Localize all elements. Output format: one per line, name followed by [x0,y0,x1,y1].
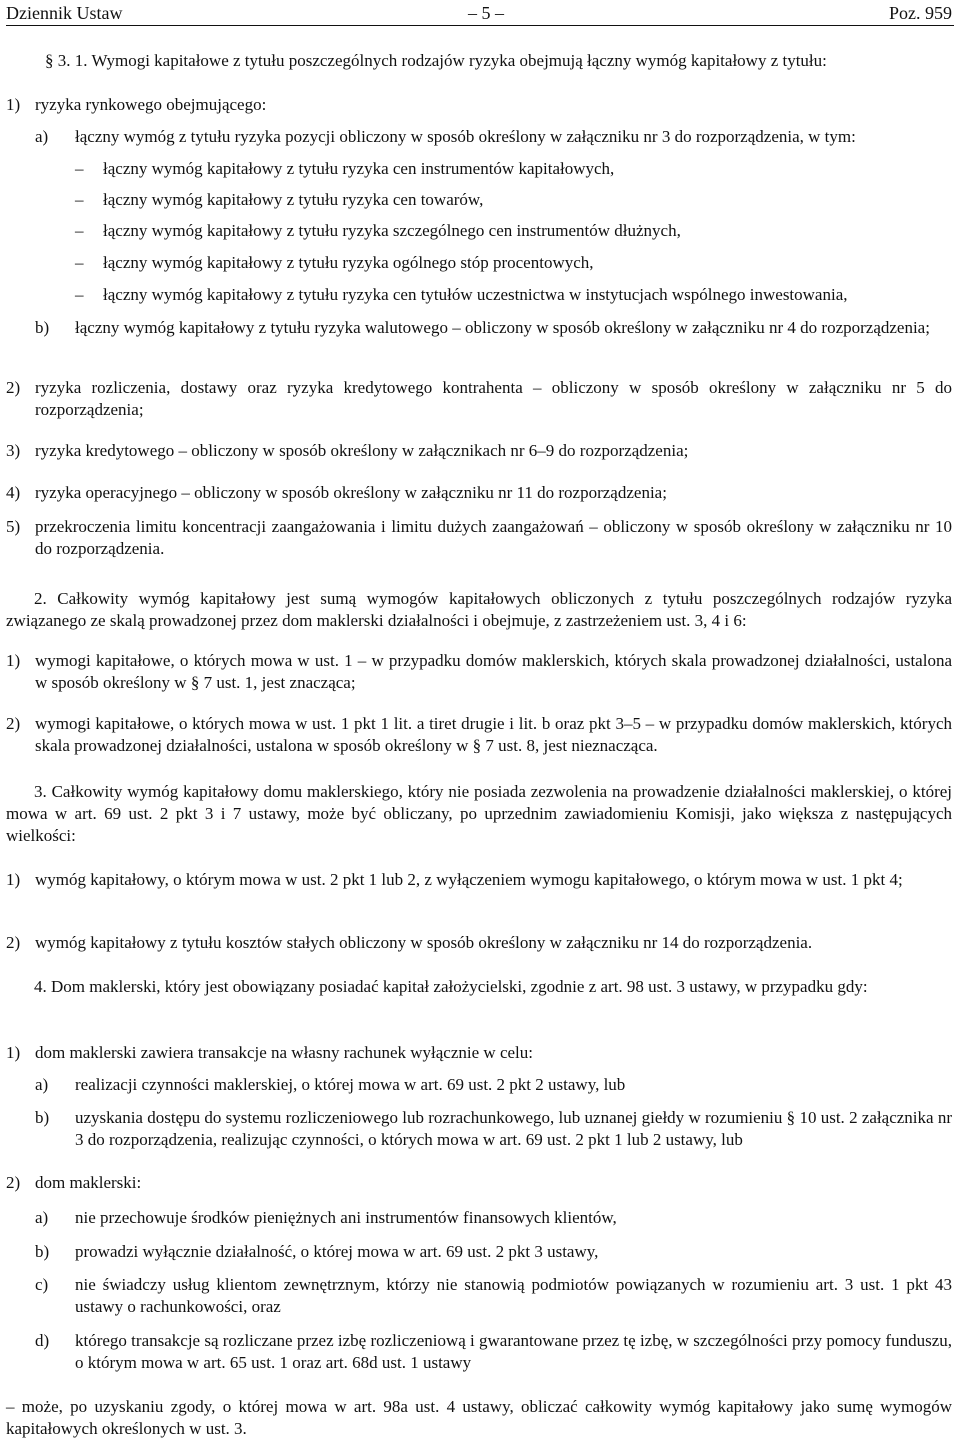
letter-label: b) [35,318,50,337]
point-1-text: ryzyka rynkowego obejmującego: [35,95,267,114]
paragraph-4-point-2-letter-c: nie świadczy usług klientom zewnętrznym, którzy nie stanowią podmiotów powiązanych w rozumieniu art. 3 ust. 1 pkt 43 ustawy o rachunkowości, oraz [75,1275,952,1316]
paragraph-3-point-1: wymóg kapitałowy, o którym mowa w ust. 2 pkt 1 lub 2, z wyłączeniem wymogu kapitałowego, o którym mowa w ust. 1 pkt 4; [35,870,903,889]
point-label: 2) [6,933,21,952]
dash-item: łączny wymóg kapitałowy z tytułu ryzyka cen tytułów uczestnictwa w instytucjach wspólnego inwestowania, [103,285,848,304]
dash-item: łączny wymóg kapitałowy z tytułu ryzyka cen instrumentów kapitałowych, [103,159,615,178]
paragraph-2-point-2: wymogi kapitałowe, o których mowa w ust. 1 pkt 1 lit. a tiret drugie i lit. b oraz pkt 3–5 – w przypadku domów maklerskich, których skala prowadzonej działalności, ustalona w sposób określony w § 7 ust. 8, jest nieznacząca. [35,714,952,755]
letter-a-text: łączny wymóg z tytułu ryzyka pozycji obliczony w sposób określony w załączniku nr 3 do rozporządzenia, w tym: [75,127,856,146]
paragraph-4-point-1-letter-b: uzyskania dostępu do systemu rozliczeniowego lub rozrachunkowego, lub uznanej giełdy w rozumieniu § 10 ust. 2 załącznika nr 3 do rozporządzenia, realizując czynności, o których mowa w art. 69 ust. 2 pkt 1 lub 2 ustawy, lub [75,1108,952,1149]
point-label: 4) [6,483,21,502]
letter-label: b) [35,1242,50,1261]
paragraph-4-closing: – może, po uzyskaniu zgody, o której mowa w art. 98a ust. 4 ustawy, obliczać całkowity wymóg kapitałowy jako sumę wymogów kapitałowych określonych w ust. 3. [6,1397,952,1438]
dash-item: łączny wymóg kapitałowy z tytułu ryzyka szczególnego cen instrumentów dłużnych, [103,221,681,240]
paragraph-4-point-2-letter-d: którego transakcje są rozliczane przez izbę rozliczeniową i gwarantowane przez tę izbę, w szczególności przy pomocy funduszu, o którym mowa w art. 65 ust. 1 oraz art. 68d ust. 1 ustawy [75,1331,952,1372]
dash-marker: – [75,253,84,272]
point-2-text: ryzyka rozliczenia, dostawy oraz ryzyka kredytowego kontrahenta – obliczony w sposób określony w załączniku nr 5 do rozporządzenia; [35,378,952,419]
point-label: 1) [6,651,21,670]
journal-title: Dziennik Ustaw [6,3,123,23]
header-rule [6,25,954,26]
point-label: 2) [6,1173,21,1192]
paragraph-4-point-1-letter-a: realizacji czynności maklerskiej, o której mowa w art. 69 ust. 2 pkt 2 ustawy, lub [75,1075,626,1094]
point-label: 3) [6,441,21,460]
paragraph-2: 2. Całkowity wymóg kapitałowy jest sumą wymogów kapitałowych obliczonych z tytułu poszczególnych rodzajów ryzyka związanego ze skalą prowadzonej przez dom maklerski działalności i obejmuje, z zastrzeżeniem ust. 3, 4 i 6: [6,589,952,630]
letter-label: b) [35,1108,50,1127]
point-label: 1) [6,95,21,114]
dash-item: łączny wymóg kapitałowy z tytułu ryzyka cen towarów, [103,190,484,209]
point-3-text: ryzyka kredytowego – obliczony w sposób określony w załącznikach nr 6–9 do rozporządzenia; [35,441,689,460]
paragraph-4-point-1: dom maklerski zawiera transakcje na własny rachunek wyłącznie w celu: [35,1043,533,1062]
point-label: 5) [6,517,21,536]
dash-marker: – [75,221,84,240]
letter-label: a) [35,1208,49,1227]
section-3-paragraph-1: § 3. 1. Wymogi kapitałowe z tytułu poszczególnych rodzajów ryzyka obejmują łączny wymóg kapitałowy z tytułu: [45,51,827,70]
paragraph-3: 3. Całkowity wymóg kapitałowy domu maklerskiego, który nie posiada zezwolenia na prowadzenie działalności maklerskiej, o której mowa w art. 69 ust. 2 pkt 3 i 7 ustawy, może być obliczany, po uprzednim zawiadomieniu Komisji, jako większa z następujących wielkości: [6,782,952,845]
position-number: Poz. 959 [889,3,952,23]
point-label: 2) [6,378,21,397]
paragraph-4-point-2-letter-a: nie przechowuje środków pieniężnych ani instrumentów finansowych klientów, [75,1208,617,1227]
point-label: 1) [6,1043,21,1062]
letter-label: a) [35,1075,49,1094]
letter-label: d) [35,1331,50,1350]
point-label: 2) [6,714,21,733]
paragraph-4-point-2-letter-b: prowadzi wyłącznie działalność, o której mowa w art. 69 ust. 2 pkt 3 ustawy, [75,1242,599,1261]
page-number: – 5 – [468,3,504,23]
point-label: 1) [6,870,21,889]
point-4-text: ryzyka operacyjnego – obliczony w sposób określony w załączniku nr 11 do rozporządzenia; [35,483,667,502]
dash-marker: – [75,285,84,304]
page-header [6,2,952,24]
paragraph-4: 4. Dom maklerski, który jest obowiązany posiadać kapitał założycielski, zgodnie z art. 98 ust. 3 ustawy, w przypadku gdy: [34,977,868,996]
letter-label: a) [35,127,49,146]
dash-marker: – [75,159,84,178]
paragraph-3-point-2: wymóg kapitałowy z tytułu kosztów stałych obliczony w sposób określony w załączniku nr 14 do rozporządzenia. [35,933,813,952]
dash-marker: – [75,190,84,209]
point-5-text: przekroczenia limitu koncentracji zaangażowania i limitu dużych zaangażowań – obliczony w sposób określony w załączniku nr 10 do rozporządzenia. [35,517,952,558]
paragraph-2-point-1: wymogi kapitałowe, o których mowa w ust. 1 – w przypadku domów maklerskich, których skala prowadzonej działalności, ustalona w sposób określony w § 7 ust. 1, jest znacząca; [35,651,952,692]
letter-label: c) [35,1275,49,1294]
letter-b-text: łączny wymóg kapitałowy z tytułu ryzyka walutowego – obliczony w sposób określony w załączniku nr 4 do rozporządzenia; [75,318,930,337]
paragraph-4-point-2: dom maklerski: [35,1173,142,1192]
dash-item: łączny wymóg kapitałowy z tytułu ryzyka ogólnego stóp procentowych, [103,253,594,272]
